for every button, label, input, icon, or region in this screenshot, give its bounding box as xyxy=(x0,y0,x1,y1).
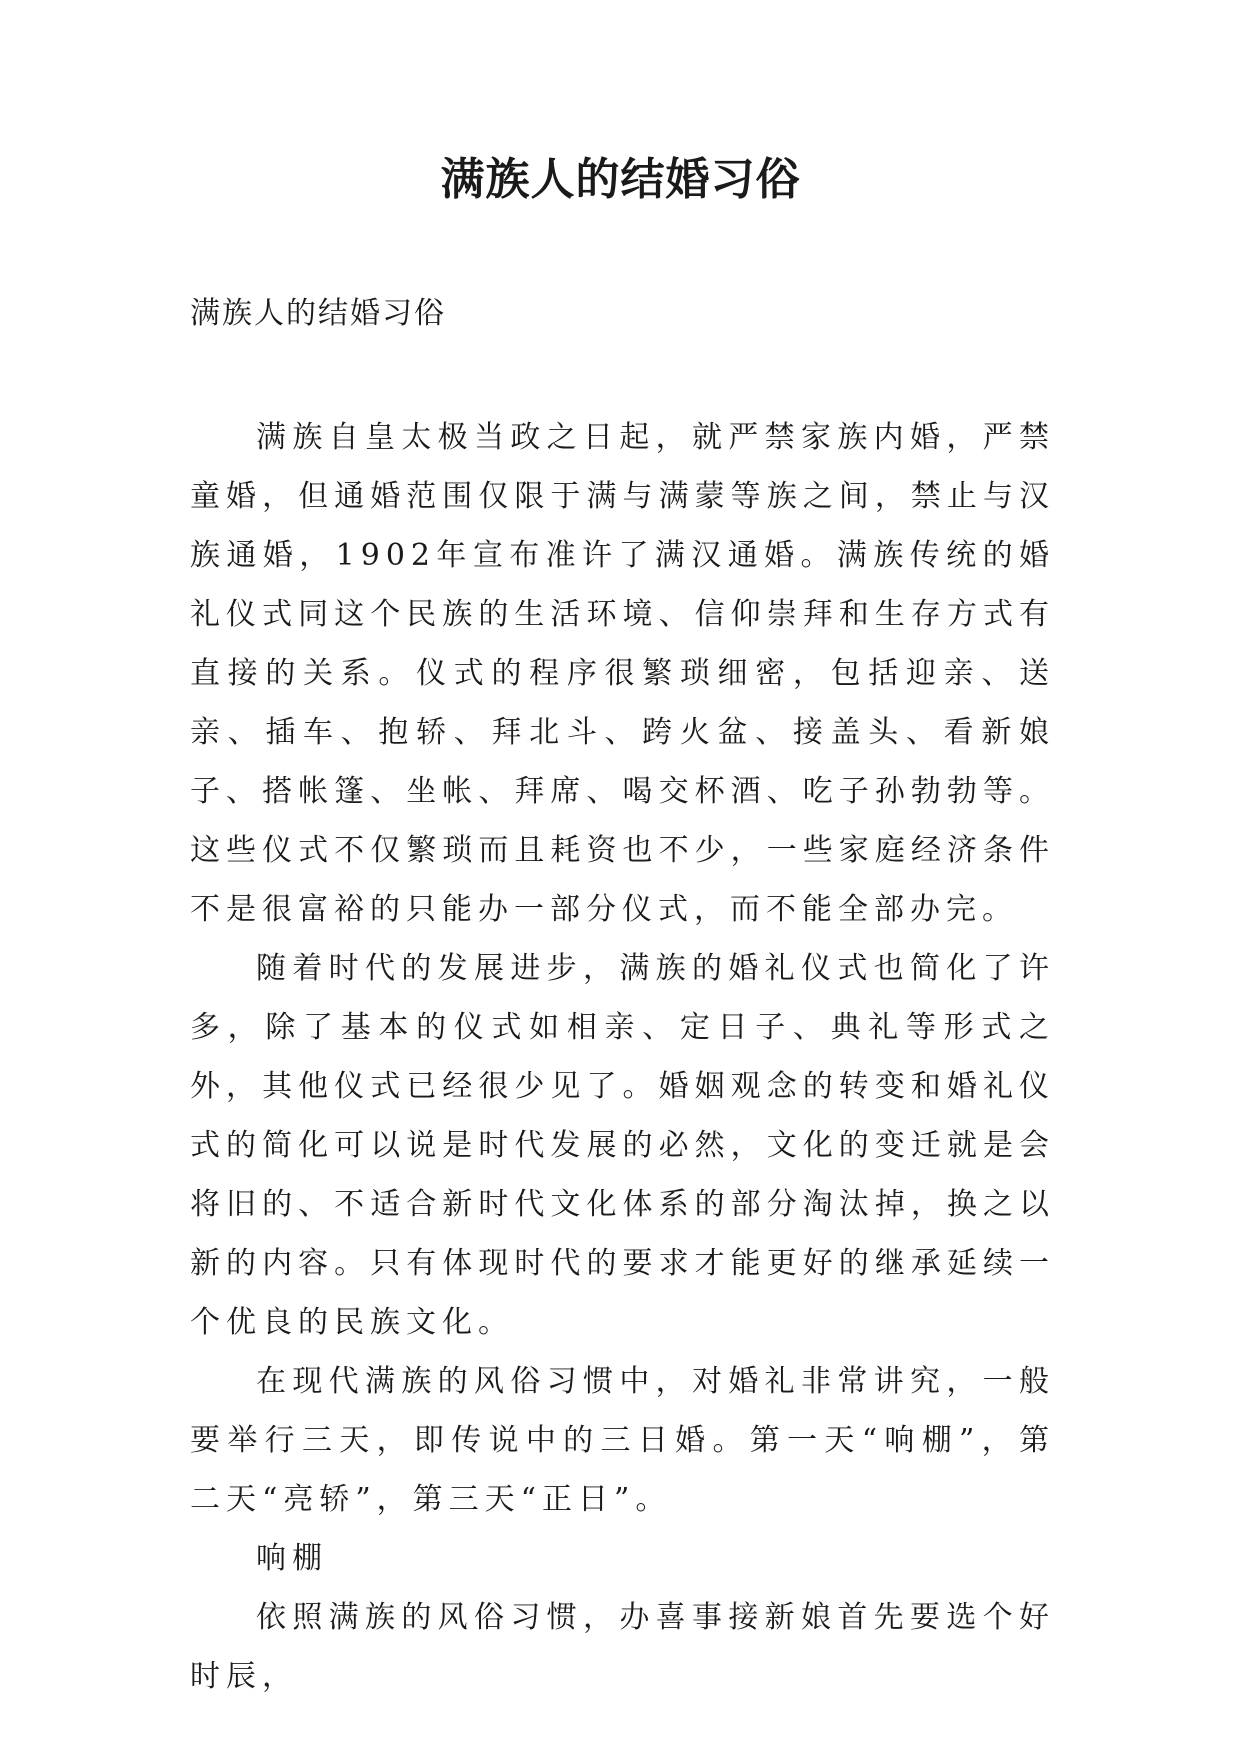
paragraph-intro: 满族自皇太极当政之日起，就严禁家族内婚，严禁童婚，但通婚范围仅限于满与满蒙等族之间，禁止与汉族通婚，1902年宣布准许了满汉通婚。满族传统的婚礼仪式同这个民族的生活环境、信仰崇拜和生存方式有直接的关系。仪式的程序很繁琐细密，包括迎亲、送亲、插车、抱轿、拜北斗、跨火盆、接盖头、看新娘子、搭帐篷、坐帐、拜席、喝交杯酒、吃子孙勃勃等。这些仪式不仅繁琐而且耗资也不少，一些家庭经济条件不是很富裕的只能办一部分仪式，而不能全部办完。 xyxy=(190,420,1055,927)
section-heading-xiangpeng: 响棚 xyxy=(256,1541,328,1576)
document-subtitle: 满族人的结婚习俗 xyxy=(190,296,446,331)
paragraph-three-day-wedding: 在现代满族的风俗习惯中，对婚礼非常讲究，一般要举行三天，即传说中的三日婚。第一天“响棚”，第二天“亮轿”，第三天“正日”。 xyxy=(190,1364,1055,1517)
document-title: 满族人的结婚习俗 xyxy=(440,154,801,205)
document-body xyxy=(190,408,1055,1706)
paragraph-xiangpeng: 依照满族的风俗习惯，办喜事接新娘首先要选个好时辰， xyxy=(190,1600,1055,1694)
paragraph-modern-change: 随着时代的发展进步，满族的婚礼仪式也简化了许多，除了基本的仪式如相亲、定日子、典礼等形式之外，其他仪式已经很少见了。婚姻观念的转变和婚礼仪式的简化可以说是时代发展的必然，文化的变迁就是会将旧的、不适合新时代文化体系的部分淘汰掉，换之以新的内容。只有体现时代的要求才能更好的继承延续一个优良的民族文化。 xyxy=(190,951,1055,1340)
